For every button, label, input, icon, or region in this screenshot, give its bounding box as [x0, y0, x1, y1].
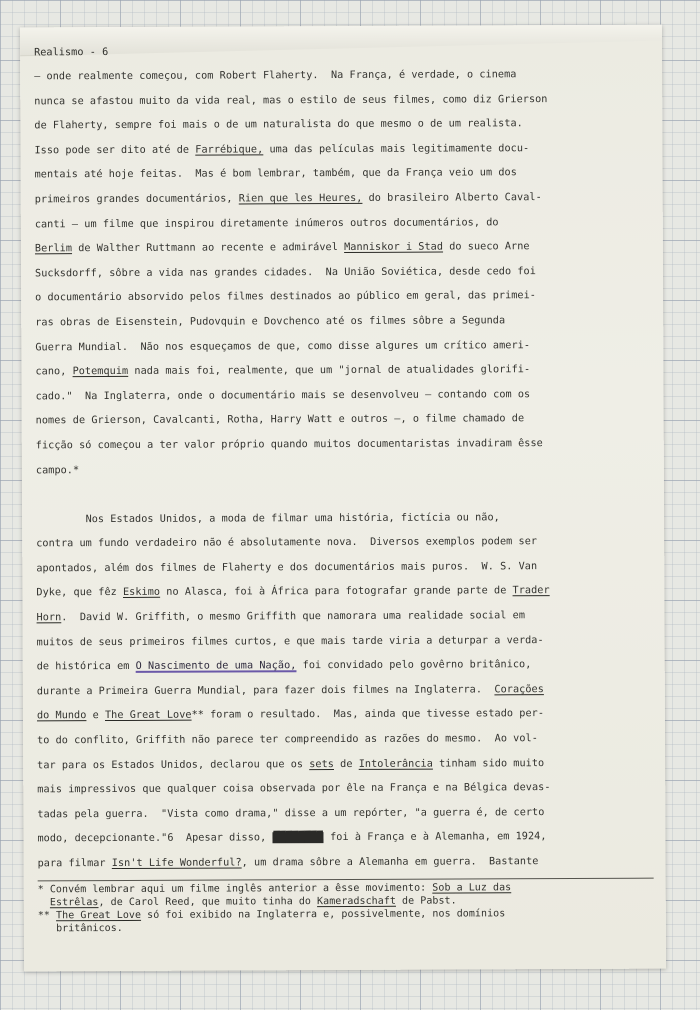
text-run: do brasileiro Alberto Caval-	[362, 192, 542, 204]
body-line	[35, 210, 651, 237]
text-run: Guerra Mundial. Não nos esqueçamos de que, como disse algures um crítico ameri-	[35, 339, 531, 353]
text-run: ** foram o resultado. Mas, ainda que tivesse estado per-	[191, 708, 545, 722]
text-run: , de Carol Reed, que muito tinha do	[98, 895, 318, 908]
text-run: tar para os Estados Unidos, declarou que os	[37, 758, 310, 771]
text-run: nunca se afastou muito da vida real, mas o estilo de seus filmes, como diz Grierson	[34, 93, 548, 107]
underlined-title: Rien que les Heures,	[238, 192, 363, 205]
body-line	[34, 112, 650, 139]
text-run	[38, 897, 50, 908]
text-run: britânicos.	[37, 922, 123, 934]
body-line	[35, 309, 651, 336]
text-run: contra um fundo verdadeiro não é absolutamente nova. Diversos exemplos podem ser	[36, 536, 538, 550]
text-run: — onde realmente começou, com Robert Flaherty. Na França, é verdade, o cinema	[34, 69, 517, 83]
text-run: ficção só começou a ter valor próprio quando muitos documentaristas invadiram êsse	[35, 438, 543, 452]
body-line	[35, 259, 651, 286]
body-line	[36, 456, 652, 483]
body-line	[34, 136, 650, 163]
body-line	[37, 825, 653, 852]
text-run: , um drama sôbre a Alemanha em guerra. Bastante	[241, 856, 539, 869]
text-run: foi convidado pelo govêrno britânico,	[296, 659, 532, 672]
body-line	[35, 161, 651, 188]
typed-page	[20, 25, 666, 972]
underlined-title: Berlim	[34, 243, 73, 255]
body-line	[34, 63, 650, 90]
text-run: . David W. Griffith, o mesmo Griffith que namorara uma realidade social em	[61, 610, 526, 624]
body-line	[36, 555, 652, 582]
underlined-title: sets	[309, 758, 334, 770]
text-run: de	[333, 758, 359, 770]
underlined-title: Kameradschaft	[317, 895, 396, 907]
text-run: de Pabst.	[395, 895, 457, 907]
text-run: muitos de seus primeiros filmes curtos, e que mais tarde viria a deturpar a verda-	[36, 634, 544, 648]
text-run: tadas pela guerra. "Vista como drama," disse a um repórter, "a guerra é, de certo	[37, 806, 545, 821]
text-run: * Convém lembrar aqui um filme inglês anterior a êsse movimento:	[37, 882, 433, 895]
redacted-text: ████████	[273, 832, 323, 844]
body-line	[35, 284, 651, 311]
body-line	[37, 800, 653, 827]
underlined-title: Farrébique,	[195, 144, 264, 156]
text-run: Nos Estados Unidos, a moda de filmar uma história, fictícia ou não,	[36, 512, 500, 526]
text-run: o documentário absorvido pelos filmes destinados ao público em geral, das primei-	[35, 290, 537, 304]
body-line	[37, 653, 653, 680]
body-line	[36, 505, 652, 532]
text-run: campo.*	[35, 464, 80, 476]
body-line	[36, 579, 652, 606]
body-line	[35, 333, 651, 360]
text-run: cado." Na Inglaterra, onde o documentário mais se desenvolveu — contando com os	[35, 388, 531, 403]
body-line	[38, 850, 654, 877]
underlined-title: Estrêlas	[49, 896, 99, 908]
underlined-title: Manniskor i Stad	[344, 241, 444, 254]
text-run: só foi exibido na Inglaterra e, possivelmente, nos domínios	[141, 907, 506, 921]
underlined-title: Isn't Life Wonderful?	[111, 857, 242, 870]
body-line	[36, 382, 652, 409]
underlined-title: Corações	[494, 683, 544, 696]
page-header: Realismo - 6	[34, 47, 109, 59]
body-line	[36, 407, 652, 434]
body-line	[36, 530, 652, 557]
marked-title: O Nascimento de uma Nação,	[135, 660, 297, 673]
underlined-title: Trader	[512, 585, 550, 597]
underlined-title: Eskimo	[122, 587, 161, 599]
text-run: uma das películas mais legitimamente docu-	[263, 142, 530, 156]
text-run: do sueco Arne	[443, 241, 530, 253]
body-line	[34, 87, 650, 114]
body-line	[37, 677, 653, 704]
text-run: nada mais foi, realmente, que um "jornal de atualidades glorifi-	[128, 364, 531, 378]
underlined-title: Horn	[36, 612, 62, 624]
footnote-line	[38, 919, 654, 935]
text-run: Dyke, que fêz	[36, 587, 124, 599]
underlined-title: Sob a Luz das	[432, 881, 512, 894]
underlined-title: The Great Love	[104, 710, 192, 722]
text-run: ras obras de Eisenstein, Pudovquin e Dovchenco até os filmes sôbre a Segunda	[35, 315, 506, 329]
text-run: primeiros grandes documentários,	[34, 193, 239, 206]
body-line	[37, 702, 653, 729]
footnotes	[38, 880, 654, 935]
body-line	[36, 604, 652, 631]
body-line	[36, 481, 652, 508]
body-line	[37, 751, 653, 778]
text-run: modo, decepcionante."6 Apesar disso,	[37, 832, 273, 845]
underlined-title: The Great Love	[56, 909, 142, 921]
text-run: tinham sido muito	[432, 757, 545, 770]
body-line	[35, 186, 651, 213]
text-run: **	[37, 909, 57, 921]
body-line	[37, 628, 653, 655]
text-run: e	[86, 710, 106, 722]
body-line	[35, 358, 651, 385]
text-run: durante a Primeira Guerra Mundial, para fazer dois filmes na Inglaterra.	[36, 684, 495, 698]
typewritten-text	[34, 39, 654, 935]
text-run: para filmar	[37, 858, 112, 870]
text-run: nomes de Grierson, Cavalcanti, Rotha, Harry Watt e outros —, o filme chamado de	[35, 413, 525, 427]
body-line	[37, 727, 653, 754]
text-run: Sucksdorff, sôbre a vida nas grandes cidades. Na União Soviética, desde cedo foi	[34, 265, 536, 280]
body-line	[37, 776, 653, 803]
body-text	[34, 63, 654, 877]
text-run: apontados, além dos filmes de Flaherty e dos documentários mais puros. W. S. Van	[36, 561, 538, 575]
body-line	[36, 432, 652, 459]
text-run: de histórica em	[36, 661, 136, 673]
text-run: mais impressivos que qualquer coisa observada por êle na França e na Bélgica devas-	[37, 782, 551, 796]
text-run: Isso pode ser dito até de	[34, 144, 196, 157]
underlined-title: Potemquim	[72, 366, 129, 378]
text-run: canti — um filme que inspirou diretamente inúmeros outros documentários, do	[34, 216, 499, 230]
text-run: foi à França e à Alemanha, em 1924,	[323, 831, 547, 844]
underlined-title: do Mundo	[36, 710, 87, 722]
text-run: de Walther Ruttmann ao recente e admirável	[71, 242, 345, 255]
underlined-title: Intolerância	[358, 758, 433, 770]
body-line	[35, 235, 651, 262]
text-run: to do conflito, Griffith não parece ter compreendido as razões do mesmo. Ao vol-	[37, 733, 538, 747]
text-run: cano,	[35, 366, 73, 378]
text-run: mentais até hoje feitas. Mas é bom lembrar, também, que da França veio um dos	[34, 167, 517, 181]
text-run: de Flaherty, sempre foi mais o de um naturalista do que mesmo o de um realista.	[34, 118, 523, 132]
text-run: no Alasca, foi à África para fotografar grande parte de	[160, 585, 513, 599]
